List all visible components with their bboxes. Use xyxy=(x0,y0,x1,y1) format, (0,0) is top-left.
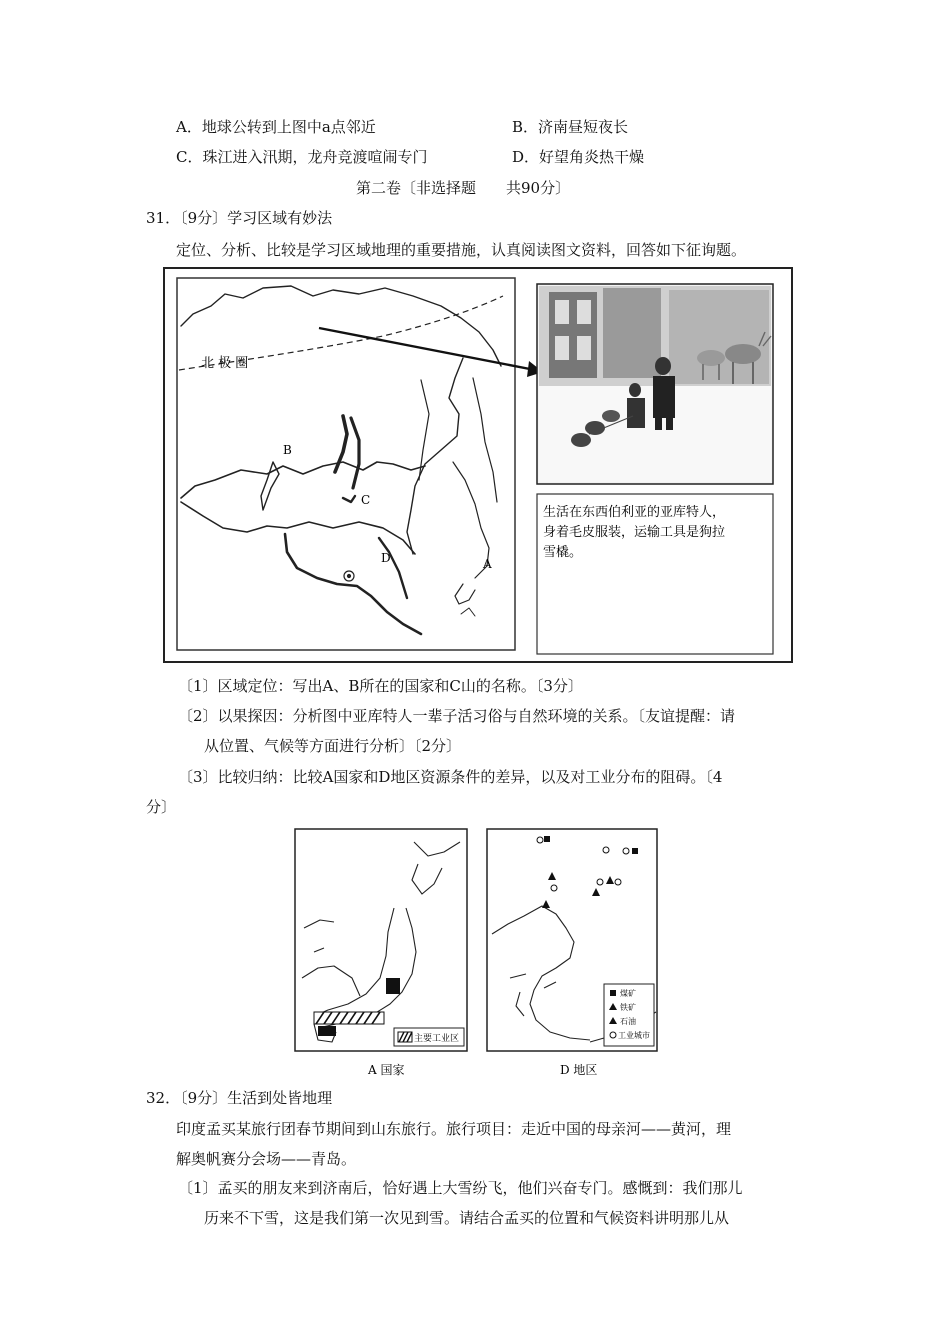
yakut-photo xyxy=(539,286,771,482)
option-b: B．济南昼短夜长 xyxy=(512,118,629,136)
q31-sub3-line1: 〔3〕比较归纳：比较A国家和D地区资源条件的差异，以及对工业分布的阻碍。〔4 xyxy=(178,768,723,786)
map-label-c: C xyxy=(361,493,371,507)
industrial-city-marker xyxy=(615,879,621,885)
legend-iron-label: 铁矿 xyxy=(620,1003,636,1012)
caption-line-1: 生活在东西伯利亚的亚库特人， xyxy=(543,505,726,520)
industrial-city-marker xyxy=(551,885,557,891)
coal-marker xyxy=(632,848,638,854)
section-title: 第二卷〔非选择题 共90分〕 xyxy=(356,179,571,197)
q31-sub1: 〔1〕区域定位：写出A、B所在的国家和C山的名称。〔3分〕 xyxy=(178,677,583,695)
caption-line-3: 雪橇。 xyxy=(543,545,583,560)
legend-coal-label: 煤矿 xyxy=(620,989,636,998)
q31-sub3-line2: 分〕 xyxy=(146,798,177,816)
map-a-legend-label: 主要工业区 xyxy=(414,1034,460,1044)
q31-header: 31．〔9分〕学习区域有妙法 xyxy=(146,209,333,227)
map-d-figure xyxy=(486,828,662,1084)
industrial-city-marker xyxy=(597,879,603,885)
q31-sub2-line2: 从位置、气候等方面进行分析〕〔2分〕 xyxy=(204,737,462,755)
q32-intro-line2: 解奥帆赛分会场——青岛。 xyxy=(176,1150,357,1168)
option-a: A．地球公转到上图中a点邻近 xyxy=(176,118,376,136)
q32-sub1-line2: 历来不下雪，这是我们第一次见到雪。请结合孟买的位置和气候资料讲明那儿从 xyxy=(204,1209,730,1227)
arctic-circle-label: 北 极 圈 xyxy=(201,356,249,371)
q31-figure-svg xyxy=(163,266,795,666)
map-a-caption: A 国家 xyxy=(368,1063,405,1077)
map-a-figure xyxy=(294,828,470,1084)
map-d-caption: D 地区 xyxy=(560,1063,598,1077)
industrial-city-marker xyxy=(603,847,609,853)
q31-figure xyxy=(163,266,795,666)
option-d: D．好望角炎热干燥 xyxy=(512,148,645,166)
legend-city-icon xyxy=(610,1032,616,1038)
legend-coal-icon xyxy=(610,990,616,996)
map-label-d: D xyxy=(381,551,391,565)
legend-hatch-icon xyxy=(398,1032,412,1042)
q31-sub2-line1: 〔2〕以果探因：分析图中亚库特人一辈子活习俗与自然环境的关系。〔友谊提醒：请 xyxy=(178,707,736,725)
q31-intro: 定位、分析、比较是学习区域地理的重要措施，认真阅读图文资料，回答如下征询题。 xyxy=(176,241,747,259)
map-label-a: A xyxy=(483,557,492,571)
q32-header: 32．〔9分〕生活到处皆地理 xyxy=(146,1089,333,1107)
legend-city-label: 工业城市 xyxy=(618,1031,650,1040)
map-a-svg xyxy=(294,828,470,1084)
industrial-city-marker xyxy=(537,837,543,843)
map-label-b: B xyxy=(283,443,292,457)
q32-intro-line1: 印度孟买某旅行团春节期间到山东旅行。旅行项目：走近中国的母亲河——黄河，理 xyxy=(176,1120,732,1138)
legend-oil-label: 石油 xyxy=(620,1017,636,1026)
map-d-svg xyxy=(486,828,662,1084)
q32-sub1-line1: 〔1〕孟买的朋友来到济南后，恰好遇上大雪纷飞，他们兴奋专门。感慨到：我们那儿 xyxy=(178,1179,743,1197)
industrial-city-marker xyxy=(623,848,629,854)
option-c: C．珠江进入汛期，龙舟竞渡喧闹专门 xyxy=(176,148,428,166)
caption-line-2: 身着毛皮服装，运输工具是狗拉 xyxy=(543,525,726,540)
coal-marker xyxy=(544,836,550,842)
